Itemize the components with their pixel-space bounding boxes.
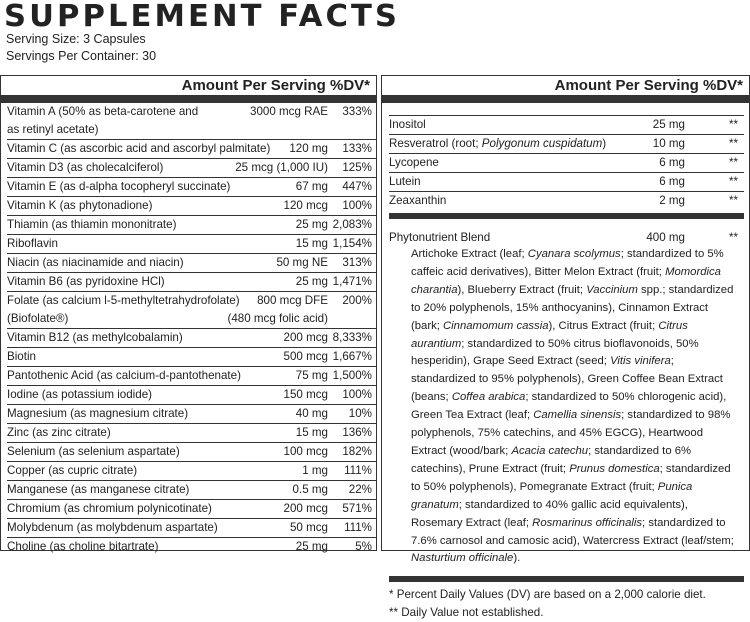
blend-amount: 400 mg [646,231,685,244]
nutrient-amount: 3000 mcg RAE [250,105,328,118]
nutrient-dv: ** [728,175,738,188]
nutrient-amount: 10 mg [652,137,685,150]
nutrient-name: Selenium (as selenium aspartate) [7,445,180,458]
nutrient-amount: 150 mcg [283,388,328,401]
nutrient-name: Molybdenum (as molybdenum aspartate) [7,521,218,534]
nutrient-row [389,173,744,192]
nutrient-name: Copper (as cupric citrate) [7,464,138,477]
nutrient-dv: ** [728,118,738,131]
latin-name: Acacia catechu [511,444,589,457]
nutrient-row [7,329,376,348]
blend-text-segment: ; standardized to 5% caffeic acid derivatives), Bitter Melon Extract (fruit; [411,248,724,278]
nutrient-amount: 500 mcg [283,350,328,363]
nutrient-name [389,154,439,172]
nutrient-amount: 100 mcg [283,445,328,458]
nutrient-amount: 50 mg NE [276,256,328,269]
nutrient-name: Choline (as choline bitartrate) [7,540,159,553]
nutrient-dv: ** [728,156,738,169]
nutrient-row [7,405,376,424]
nutrient-row [7,273,376,292]
latin-name: Nasturtium officinale [411,552,514,565]
nutrient-row [389,192,744,211]
nutrient-row [7,424,376,443]
nutrient-name-text: Inositol [389,118,426,131]
nutrient-row [7,500,376,519]
nutrient-name: Riboflavin [7,237,58,250]
nutrient-row [7,159,376,178]
nutrient-name-end: ) [602,137,607,150]
nutrient-row [7,443,376,462]
nutrient-amount: 200 mcg [283,331,328,344]
nutrient-dv: 125% [342,161,372,174]
blend-text-segment: Artichoke Extract (leaf; [411,248,528,260]
blend-text-segment: ; standardized to 50% polyphenols), Pomegranate Extract (fruit; [411,462,731,493]
nutrient-amount: 40 mg [295,407,328,420]
nutrient-dv: 313% [342,256,372,269]
right-column-header: Amount Per Serving %DV* [382,76,749,103]
nutrient-name: Iodine (as potassium iodide) [7,388,153,401]
nutrient-row [389,135,744,154]
nutrient-name: Manganese (as manganese citrate) [7,483,190,496]
nutrient-row [7,481,376,500]
nutrient-name: Vitamin A (50% as beta-carotene and [7,105,199,118]
nutrient-dv: 1,500% [332,369,372,382]
nutrient-name [389,135,606,153]
latin-name: Punica granatum [411,480,693,511]
nutrient-amount: 6 mg [659,175,685,188]
nutrient-dv: 1,471% [332,275,372,288]
nutrient-dv: 333% [342,105,372,118]
nutrient-dv: 111% [344,521,372,534]
nutrient-dv: 571% [342,502,372,515]
nutrient-name-text: Zeaxanthin [389,194,447,207]
left-facts-panel [0,75,377,551]
nutrient-row [7,462,376,481]
nutrient-name [389,173,421,191]
nutrient-row [7,216,376,235]
nutrient-dv: 182% [342,445,372,458]
nutrient-row [7,386,376,405]
nutrient-dv: 22% [348,483,372,496]
serving-size: Serving Size: 3 Capsules [6,32,146,46]
nutrient-name-text: Lutein [389,175,421,188]
nutrient-name: Vitamin K (as phytonadione) [7,199,153,212]
nutrient-name: Folate (as calcium l-5-methyltetrahydrofolate) [7,294,240,307]
blend-text-segment: ), Blueberry Extract (fruit; [457,283,587,296]
nutrient-name: Vitamin B12 (as methylcobalamin) [7,331,183,344]
nutrient-name [389,192,446,210]
nutrient-dv: ** [728,137,738,150]
nutrient-dv: 100% [342,388,372,401]
nutrient-name: Vitamin D3 (as cholecalciferol) [7,161,164,174]
nutrient-name-line2: as retinyl acetate) [7,123,99,136]
blend-text-segment: ; standardized to 50% citrus bioflavonoids, 50% hesperidin), Grape Seed Extract (seed; [411,337,699,368]
latin-name: Camellia sinensis [533,409,622,422]
nutrient-name: Magnesium (as magnesium citrate) [7,407,189,420]
nutrient-name: Chromium (as chromium polynicotinate) [7,502,212,515]
latin-name: Coffea arabica [451,391,526,404]
right-rows [382,103,749,211]
servings-per-container: Servings Per Container: 30 [6,49,157,63]
page-title: SUPPLEMENT FACTS [4,0,401,34]
nutrient-amount: 1 mg [302,464,328,477]
right-facts-panel [381,75,750,620]
nutrient-amount: 2 mg [659,194,685,207]
nutrient-amount: 800 mcg DFE [257,294,328,307]
spacer-row [389,103,744,116]
nutrient-amount: 6 mg [659,156,685,169]
nutrient-row [7,538,376,557]
nutrient-row [7,197,376,216]
nutrient-dv: ** [728,194,738,207]
blend-text-segment: ; standardized to 95% polyphenols), Green Coffee Bean Extract (beans; [411,355,723,404]
nutrient-dv: 200% [342,294,372,307]
nutrient-name-line2: (Biofolate®) [7,312,69,325]
section-divider [389,213,744,219]
nutrient-amount: 25 mcg (1,000 IU) [235,161,328,174]
nutrient-name: Pantothenic Acid (as calcium-d-pantothenate) [7,369,241,382]
nutrient-name: Vitamin B6 (as pyridoxine HCl) [7,275,165,288]
blend-row [389,229,744,246]
nutrient-row [7,519,376,538]
nutrient-dv: 2,083% [332,218,372,231]
nutrient-amount: 0.5 mg [292,483,328,496]
nutrient-name: Vitamin C (as ascorbic acid and ascorbyl palmitate) [7,142,271,155]
nutrient-name-text: Resveratrol (root; [389,137,482,150]
nutrient-name: Vitamin E (as d-alpha tocopheryl succinate) [7,180,231,193]
nutrient-name [389,116,426,134]
nutrient-row [389,116,744,135]
nutrient-amount: 120 mg [289,142,328,155]
nutrient-amount: 25 mg [295,275,328,288]
nutrient-dv: 10% [348,407,372,420]
nutrient-amount: 25 mg [295,218,328,231]
nutrient-name: Biotin [7,350,37,363]
nutrient-amount-line2: (480 mcg folic acid) [227,312,328,325]
blend-text-segment: ), Citrus Extract (fruit; [548,319,659,332]
nutrient-dv: 1,154% [332,237,372,250]
blend-text-segment: ). [513,552,521,565]
nutrient-amount: 200 mcg [283,502,328,515]
nutrient-dv: 136% [342,426,372,439]
nutrient-amount: 120 mcg [283,199,328,212]
footnote-not-established: ** Daily Value not established. [389,606,544,620]
latin-name: Cyanara scolymus [527,248,621,260]
nutrient-row [7,254,376,273]
blend-text-segment: ; standardized to 7.6% carnosol and camosic acid), Watercress Extract (leaf/stem; [411,516,734,547]
nutrient-dv: 1,667% [332,350,372,363]
blend-text-segment: ; standardized to 98% polyphenols, 75% catechins, and 45% EGCG), Heartwood Extract (wood/bark; [411,409,731,457]
nutrient-row [7,140,376,159]
latin-name: Citrus aurantium [411,319,688,350]
nutrient-amount: 67 mg [295,180,328,193]
nutrient-amount: 50 mcg [289,521,328,534]
left-column-header: Amount Per Serving %DV* [1,76,376,103]
nutrient-name-text: Lycopene [389,156,439,169]
nutrient-amount: 25 mg [652,118,685,131]
nutrient-row [7,178,376,197]
nutrient-name: Zinc (as zinc citrate) [7,426,111,439]
nutrient-dv: 447% [342,180,372,193]
nutrient-amount: 15 mg [295,237,328,250]
nutrient-amount: 25 mg [295,540,328,553]
nutrient-row [7,292,376,329]
latin-name: Prunus domestica [569,462,660,475]
nutrient-dv: 8,333% [332,331,372,344]
nutrient-dv: 111% [344,464,372,477]
nutrient-amount: 75 mg [295,369,328,382]
left-rows [1,103,376,557]
blend-name: Phytonutrient Blend [389,231,491,244]
nutrient-dv: 5% [355,540,372,553]
latin-name: Vitis vinifera [610,355,671,368]
nutrient-row [7,103,376,140]
blend-dv: ** [728,231,738,244]
latin-name: Vaccinium [586,283,638,296]
blend-text-segment: ; standardized to 6% catechins), Prune Extract (fruit; [411,444,692,475]
nutrient-dv: 133% [342,142,372,155]
nutrient-row [7,367,376,386]
blend-text-segment: ; standardized to 50% chlorogenic acid), Green Tea Extract (leaf; [411,391,727,422]
nutrient-row [7,348,376,367]
nutrient-row [389,154,744,173]
nutrient-row [7,235,376,254]
footnote-dv: * Percent Daily Values (DV) are based on a 2,000 calorie diet. [389,588,706,602]
blend-ingredients [389,246,744,568]
latin-name: Momordica charantia [411,265,721,296]
nutrient-amount: 15 mg [295,426,328,439]
blend-text-segment: spp.; standardized to 20% polyphenols, 15% anthocyanins), Cinnamon Extract (bark; [411,283,734,332]
latin-name: Rosmarinus officinalis [532,516,643,529]
nutrient-dv: 100% [342,199,372,212]
nutrient-name: Thiamin (as thiamin mononitrate) [7,218,177,231]
nutrient-name: Niacin (as niacinamide and niacin) [7,256,184,269]
blend-text-segment: ; standardized to 40% gallic acid equivalents), Rosemary Extract (leaf; [411,498,688,529]
latin-name: Cinnamomum cassia [443,319,549,332]
nutrient-latin-name: Polygonum cuspidatum [481,137,603,150]
